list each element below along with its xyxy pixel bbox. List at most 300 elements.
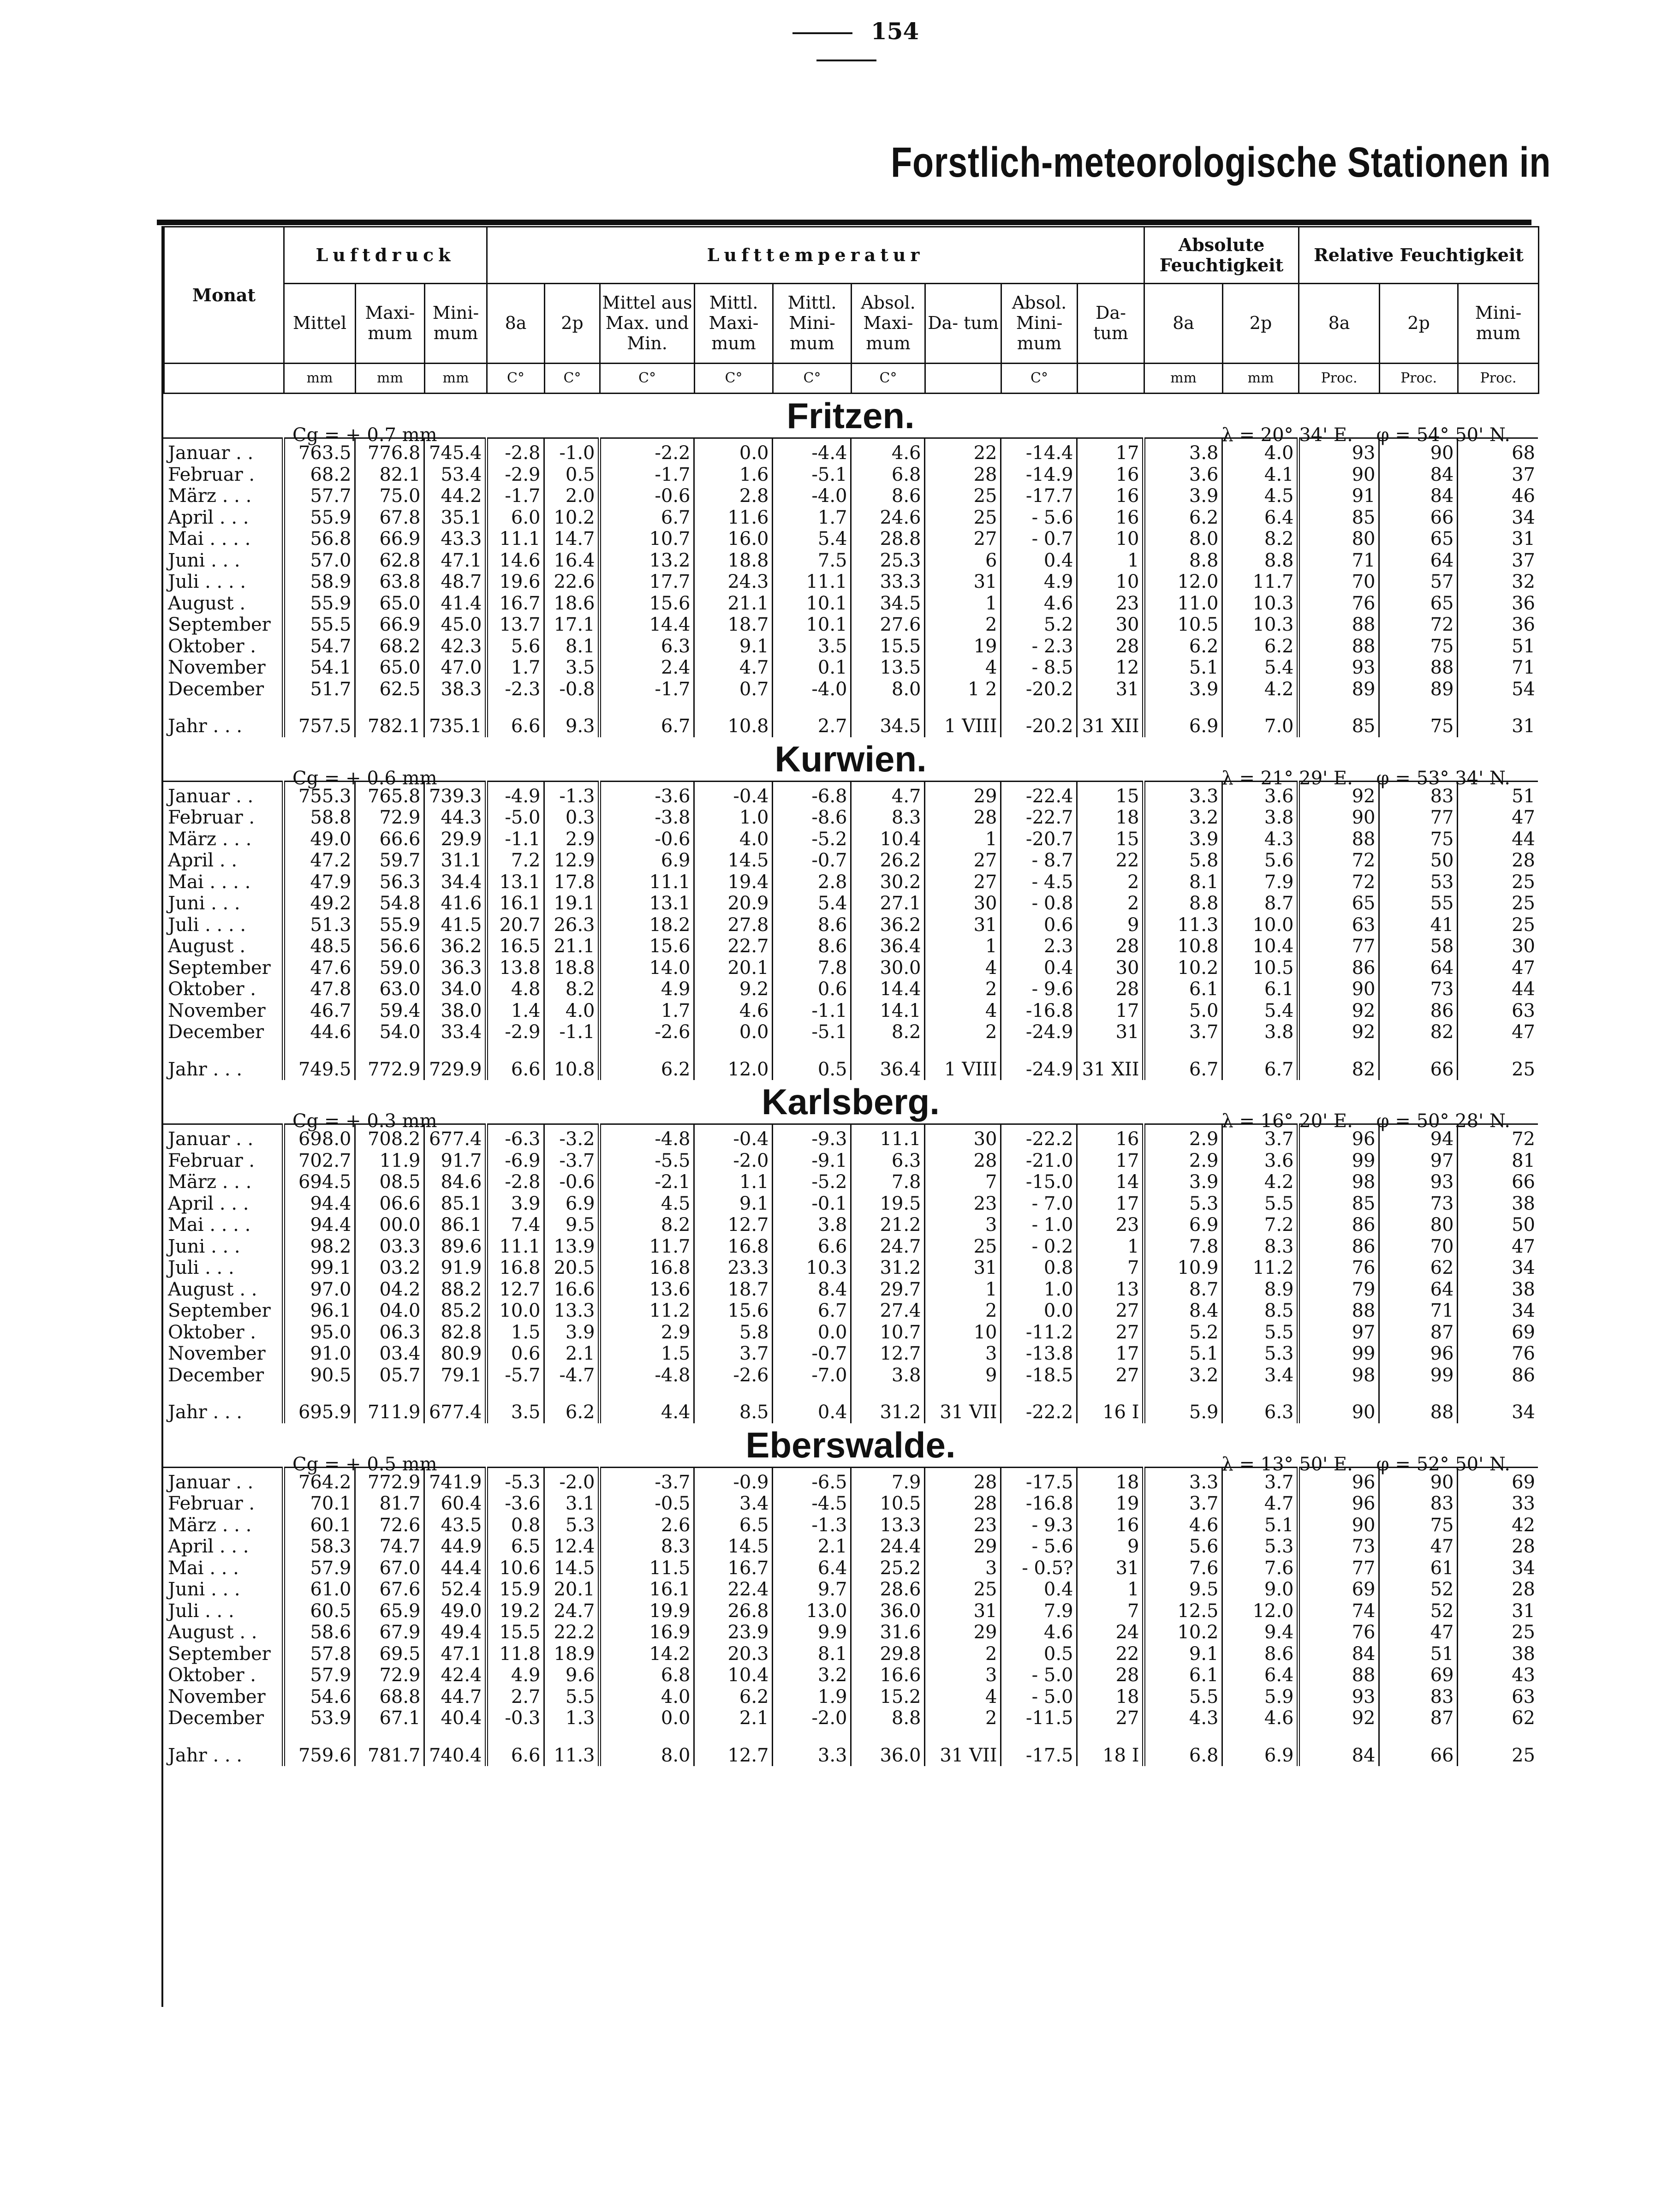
table-cell: 6.8: [851, 464, 924, 486]
table-cell: 87: [1379, 1707, 1457, 1729]
table-cell: 749.5: [283, 1043, 355, 1081]
table-cell: 10: [1077, 571, 1144, 593]
month-label: Jahr . . .: [168, 1402, 243, 1423]
table-cell: -2.9: [486, 464, 544, 486]
table-cell: 22.2: [544, 1622, 599, 1643]
table-cell: 20.1: [694, 957, 772, 979]
table-cell: 47.0: [424, 657, 486, 679]
table-cell: 7.9: [1001, 1600, 1077, 1622]
table-cell: 7.8: [1144, 1236, 1222, 1258]
table-cell: 10.4: [851, 829, 924, 850]
table-cell: 18.6: [544, 593, 599, 615]
table-cell: 54.7: [283, 636, 355, 657]
table-row: [163, 957, 1538, 979]
month-label: Januar . .: [168, 1128, 254, 1150]
table-cell: 67.9: [355, 1622, 424, 1643]
table-cell: -1.3: [772, 1515, 851, 1536]
table-cell: 6.7: [599, 700, 694, 737]
table-cell: 6.2: [1144, 507, 1222, 529]
month-label: Juli . . .: [168, 1600, 234, 1622]
table-cell: 16.8: [486, 1257, 544, 1279]
month-label: April . . .: [168, 507, 249, 528]
table-cell: -21.0: [1001, 1150, 1077, 1172]
table-cell: 0.8: [486, 1515, 544, 1536]
table-cell: 75: [1379, 1515, 1457, 1536]
table-cell: 83: [1379, 1686, 1457, 1708]
table-cell: -20.7: [1001, 829, 1077, 850]
table-cell: 6.9: [1144, 700, 1222, 737]
table-cell: 38: [1457, 1193, 1538, 1215]
month-label: November: [168, 1343, 266, 1364]
table-cell: 4: [924, 1000, 1001, 1022]
table-cell: 5.2: [1001, 614, 1077, 636]
month-label: December: [168, 678, 264, 700]
table-cell: 55.5: [283, 614, 355, 636]
table-cell: 31: [1457, 1600, 1538, 1622]
table-cell: 84: [1379, 485, 1457, 507]
table-cell: 6.7: [1222, 1043, 1298, 1081]
table-cell: 28: [924, 1493, 1001, 1515]
table-cell: 5.8: [694, 1322, 772, 1343]
table-cell: 18.7: [694, 614, 772, 636]
table-cell: 94.4: [283, 1193, 355, 1215]
column-header: 2p: [545, 284, 600, 364]
table-cell: 5.4: [772, 893, 851, 914]
table-cell: 7: [1077, 1257, 1144, 1279]
table-cell: 51: [1457, 636, 1538, 657]
table-cell: 26.3: [544, 914, 599, 936]
table-cell: 90: [1379, 438, 1457, 464]
table-cell: 15.5: [486, 1622, 544, 1643]
table-cell: -0.8: [544, 679, 599, 700]
table-cell: 50: [1379, 850, 1457, 872]
table-cell: 8.8: [1144, 550, 1222, 572]
station-coordinates: λ = 20° 34' E. φ = 54° 50' N.: [1221, 424, 1510, 446]
table-cell: 3.6: [1222, 1150, 1298, 1172]
table-cell: -5.2: [772, 829, 851, 850]
table-cell: 88: [1298, 636, 1379, 657]
table-cell: 59.4: [355, 1000, 424, 1022]
table-row: [163, 1150, 1538, 1172]
table-cell: 47: [1457, 957, 1538, 979]
table-cell: 2.9: [1144, 1124, 1222, 1150]
table-cell: 38.0: [424, 1000, 486, 1022]
unit-label: [925, 364, 1001, 394]
table-row: [163, 1000, 1538, 1022]
table-cell: 44.2: [424, 485, 486, 507]
column-header: Mini- mum: [1458, 284, 1539, 364]
table-cell: -2.3: [486, 679, 544, 700]
table-cell: - 5.6: [1001, 1536, 1077, 1558]
table-cell: 740.4: [424, 1729, 486, 1767]
table-row: [163, 1322, 1538, 1343]
table-cell: 36.4: [851, 1043, 924, 1081]
table-cell: 22.7: [694, 936, 772, 957]
table-cell: 15.6: [694, 1300, 772, 1322]
station-name: Karlsberg.: [762, 1081, 940, 1122]
station-block: [163, 394, 1538, 737]
table-cell: 04.2: [355, 1279, 424, 1301]
table-cell: 2.1: [694, 1707, 772, 1729]
table-cell: 23: [924, 1193, 1001, 1215]
table-cell: 1: [1077, 1579, 1144, 1600]
table-cell: 54.8: [355, 893, 424, 914]
station-name: Kurwien.: [774, 738, 927, 779]
table-cell: -2.6: [599, 1021, 694, 1043]
table-cell: 03.3: [355, 1236, 424, 1258]
table-row: [163, 914, 1538, 936]
month-label: Juli . . . .: [168, 571, 246, 592]
table-cell: 13.1: [486, 872, 544, 893]
table-cell: 3.8: [1222, 807, 1298, 829]
table-cell: 72: [1457, 1124, 1538, 1150]
month-label: April . . .: [168, 1193, 249, 1214]
table-cell: - 0.2: [1001, 1236, 1077, 1258]
table-cell: 28.6: [851, 1579, 924, 1600]
table-row: [163, 1343, 1538, 1365]
table-cell: 10.0: [486, 1300, 544, 1322]
column-header: Maxi- mum: [356, 284, 425, 364]
table-cell: - 5.6: [1001, 507, 1077, 529]
table-cell: 1.4: [486, 1000, 544, 1022]
month-label: August .: [168, 936, 246, 957]
table-cell: 5.3: [544, 1515, 599, 1536]
table-cell: - 8.7: [1001, 850, 1077, 872]
table-cell: 13.3: [544, 1300, 599, 1322]
table-cell: 25: [1457, 1622, 1538, 1643]
table-cell: 711.9: [355, 1386, 424, 1423]
table-cell: 66.9: [355, 528, 424, 550]
table-cell: 23: [1077, 1214, 1144, 1236]
table-cell: 64: [1379, 550, 1457, 572]
table-cell: 36.3: [424, 957, 486, 979]
table-cell: -1.1: [544, 1021, 599, 1043]
table-cell: 29.9: [424, 829, 486, 850]
table-cell: 04.0: [355, 1300, 424, 1322]
table-cell: 18.9: [544, 1643, 599, 1665]
table-cell: 27: [1077, 1707, 1144, 1729]
table-row: [163, 614, 1538, 636]
station-block: [163, 1423, 1538, 1767]
table-row: [163, 893, 1538, 914]
table-cell: 3.9: [1144, 485, 1222, 507]
table-cell: 5.1: [1222, 1515, 1298, 1536]
table-cell: -22.2: [1001, 1386, 1077, 1423]
table-cell: 65: [1379, 593, 1457, 615]
table-cell: 80.9: [424, 1343, 486, 1365]
table-cell: 62: [1379, 1257, 1457, 1279]
table-cell: 70: [1298, 571, 1379, 593]
table-cell: -2.8: [486, 438, 544, 464]
table-cell: 5.4: [1222, 657, 1298, 679]
table-cell: 3: [924, 1343, 1001, 1365]
table-cell: 1: [1077, 550, 1144, 572]
table-cell: 2.6: [599, 1515, 694, 1536]
table-cell: 34.0: [424, 979, 486, 1000]
table-cell: 22: [924, 438, 1001, 464]
table-cell: 58.3: [283, 1536, 355, 1558]
table-cell: -11.5: [1001, 1707, 1077, 1729]
table-cell: 11.0: [1144, 593, 1222, 615]
table-cell: 2.9: [544, 829, 599, 850]
table-cell: 15.2: [851, 1686, 924, 1708]
table-cell: 25.3: [851, 550, 924, 572]
table-cell: 10.2: [1144, 1622, 1222, 1643]
table-cell: 62.5: [355, 679, 424, 700]
table-cell: 83: [1379, 781, 1457, 807]
table-cell: 708.2: [355, 1124, 424, 1150]
table-cell: 24.3: [694, 571, 772, 593]
table-cell: 28: [1077, 936, 1144, 957]
table-cell: 16.4: [544, 550, 599, 572]
table-cell: 38: [1457, 1279, 1538, 1301]
table-row: [163, 528, 1538, 550]
table-cell: 20.5: [544, 1257, 599, 1279]
table-cell: 99: [1298, 1150, 1379, 1172]
table-cell: 68.2: [355, 636, 424, 657]
table-row: [163, 1558, 1538, 1579]
table-cell: 7.8: [772, 957, 851, 979]
table-cell: 1.5: [599, 1343, 694, 1365]
table-cell: 7: [1077, 1600, 1144, 1622]
column-header: 2p: [1380, 284, 1458, 364]
table-cell: 23: [1077, 593, 1144, 615]
table-cell: 14.7: [544, 528, 599, 550]
table-cell: 5.8: [1144, 850, 1222, 872]
month-label: Juni . . .: [168, 1236, 240, 1257]
table-cell: 96.1: [283, 1300, 355, 1322]
table-cell: - 0.7: [1001, 528, 1077, 550]
month-label: November: [168, 1000, 266, 1021]
table-cell: 1.7: [486, 657, 544, 679]
table-cell: 22.4: [694, 1579, 772, 1600]
table-cell: -3.7: [599, 1467, 694, 1493]
table-cell: 4.6: [1001, 1622, 1077, 1643]
table-cell: 19.9: [599, 1600, 694, 1622]
table-cell: 77: [1298, 1558, 1379, 1579]
table-cell: 37: [1457, 550, 1538, 572]
table-cell: 42.4: [424, 1665, 486, 1686]
table-cell: 29.8: [851, 1643, 924, 1665]
table-cell: 72: [1298, 872, 1379, 893]
table-cell: 6.3: [851, 1150, 924, 1172]
station-coordinates: λ = 21° 29' E. φ = 53° 34' N.: [1221, 767, 1510, 789]
table-cell: -13.8: [1001, 1343, 1077, 1365]
column-header: Mittel: [284, 284, 356, 364]
table-cell: 11.6: [694, 507, 772, 529]
table-cell: 764.2: [283, 1467, 355, 1493]
table-cell: 11.9: [355, 1150, 424, 1172]
table-cell: 16: [1077, 507, 1144, 529]
table-cell: -1.7: [486, 485, 544, 507]
table-row: [163, 1707, 1538, 1729]
table-cell: 7.9: [851, 1467, 924, 1493]
month-label: Oktober .: [168, 1665, 256, 1686]
table-cell: 60.4: [424, 1493, 486, 1515]
table-cell: 10.8: [694, 700, 772, 737]
table-cell: 6.3: [1222, 1386, 1298, 1423]
table-cell: -5.1: [772, 1021, 851, 1043]
year-row: [163, 700, 1538, 737]
table-cell: 12.4: [544, 1536, 599, 1558]
table-cell: 6.7: [1144, 1043, 1222, 1081]
table-cell: 21.1: [694, 593, 772, 615]
table-cell: 28: [924, 1467, 1001, 1493]
table-row: [163, 1193, 1538, 1215]
table-cell: 6.1: [1222, 979, 1298, 1000]
table-cell: 86: [1298, 1214, 1379, 1236]
table-cell: 729.9: [424, 1043, 486, 1081]
table-cell: 14: [1077, 1171, 1144, 1193]
table-cell: 1: [924, 1279, 1001, 1301]
table-row: [163, 1236, 1538, 1258]
table-cell: 27: [924, 528, 1001, 550]
table-cell: 26.2: [851, 850, 924, 872]
table-cell: 10.3: [1222, 614, 1298, 636]
table-cell: 31: [1077, 1021, 1144, 1043]
table-cell: 7.2: [1222, 1214, 1298, 1236]
table-cell: 84: [1379, 464, 1457, 486]
table-cell: 16: [1077, 464, 1144, 486]
table-cell: 6.9: [1222, 1729, 1298, 1767]
table-cell: 3.8: [1222, 1021, 1298, 1043]
table-cell: 6.7: [599, 507, 694, 529]
table-cell: 5.3: [1222, 1536, 1298, 1558]
table-cell: 1.0: [694, 807, 772, 829]
table-cell: 46.7: [283, 1000, 355, 1022]
table-cell: 31: [924, 1257, 1001, 1279]
table-cell: 53: [1379, 872, 1457, 893]
table-cell: 25: [924, 1579, 1001, 1600]
table-cell: 41.5: [424, 914, 486, 936]
table-cell: 9.1: [1144, 1643, 1222, 1665]
table-cell: 3.6: [1222, 781, 1298, 807]
table-cell: 3.2: [772, 1665, 851, 1686]
table-cell: 9: [1077, 1536, 1144, 1558]
table-cell: 29: [924, 1536, 1001, 1558]
table-cell: 8.0: [599, 1729, 694, 1767]
table-cell: 72.9: [355, 807, 424, 829]
table-cell: 88: [1379, 657, 1457, 679]
table-cell: 781.7: [355, 1729, 424, 1767]
table-cell: 12.5: [1144, 1600, 1222, 1622]
table-cell: 12.7: [486, 1279, 544, 1301]
table-cell: 11.1: [486, 528, 544, 550]
table-cell: 16.0: [694, 528, 772, 550]
table-cell: -4.0: [772, 679, 851, 700]
table-cell: 90: [1298, 1515, 1379, 1536]
table-cell: 2: [924, 1021, 1001, 1043]
table-cell: 772.9: [355, 1043, 424, 1081]
table-cell: 8.1: [772, 1643, 851, 1665]
table-cell: 10: [924, 1322, 1001, 1343]
main-table-area: [161, 226, 1538, 2007]
table-row: [163, 1493, 1538, 1515]
table-cell: 8.0: [851, 679, 924, 700]
table-cell: 88: [1379, 1386, 1457, 1423]
table-cell: 31 VII: [924, 1386, 1001, 1423]
table-cell: -2.9: [486, 1021, 544, 1043]
table-cell: -16.8: [1001, 1000, 1077, 1022]
table-cell: 4.0: [544, 1000, 599, 1022]
table-cell: -0.7: [772, 850, 851, 872]
table-cell: 19.4: [694, 872, 772, 893]
table-cell: -0.5: [599, 1493, 694, 1515]
table-cell: 28: [1077, 1665, 1144, 1686]
table-cell: 3.9: [544, 1322, 599, 1343]
table-cell: -14.9: [1001, 464, 1077, 486]
table-cell: 48.5: [283, 936, 355, 957]
table-cell: 17.7: [599, 571, 694, 593]
table-cell: 17: [1077, 1343, 1144, 1365]
table-cell: - 2.3: [1001, 636, 1077, 657]
table-cell: 44.9: [424, 1536, 486, 1558]
table-cell: 5.1: [1144, 657, 1222, 679]
table-cell: -0.6: [599, 485, 694, 507]
table-cell: 65: [1379, 528, 1457, 550]
table-cell: -5.2: [772, 1171, 851, 1193]
table-cell: 7.0: [1222, 700, 1298, 737]
table-cell: 99: [1298, 1343, 1379, 1365]
table-cell: 68.8: [355, 1686, 424, 1708]
table-cell: 86: [1379, 1000, 1457, 1022]
table-cell: 30: [924, 1124, 1001, 1150]
table-cell: 57.9: [283, 1665, 355, 1686]
table-cell: 75: [1379, 829, 1457, 850]
table-cell: 86: [1457, 1365, 1538, 1386]
table-cell: 27: [1077, 1300, 1144, 1322]
table-cell: 73: [1298, 1536, 1379, 1558]
month-label: Februar .: [168, 807, 255, 828]
table-cell: 71: [1457, 657, 1538, 679]
table-cell: 5.6: [1222, 850, 1298, 872]
table-cell: - 0.8: [1001, 893, 1077, 914]
table-cell: 10.7: [851, 1322, 924, 1343]
table-cell: 19.5: [851, 1193, 924, 1215]
table-cell: 69: [1457, 1467, 1538, 1493]
table-cell: 8.5: [694, 1386, 772, 1423]
table-cell: 28.8: [851, 528, 924, 550]
table-cell: 4.9: [1001, 571, 1077, 593]
table-cell: 81: [1457, 1150, 1538, 1172]
table-cell: 30: [924, 893, 1001, 914]
table-cell: 5.5: [1222, 1193, 1298, 1215]
table-cell: 2.7: [486, 1686, 544, 1708]
table-cell: 31: [1457, 528, 1538, 550]
table-cell: -0.9: [694, 1467, 772, 1493]
table-cell: 85: [1298, 507, 1379, 529]
station-gravity-correction: Cg = + 0.6 mm: [292, 767, 437, 789]
table-row: [163, 1021, 1538, 1043]
table-cell: 93: [1298, 438, 1379, 464]
unit-label: C°: [852, 364, 925, 394]
table-cell: 74.7: [355, 1536, 424, 1558]
month-label: November: [168, 1686, 266, 1707]
table-cell: 13.5: [851, 657, 924, 679]
table-cell: 27.6: [851, 614, 924, 636]
table-cell: 759.6: [283, 1729, 355, 1767]
table-cell: 5.4: [772, 528, 851, 550]
table-cell: 41.4: [424, 593, 486, 615]
table-cell: 6.9: [544, 1193, 599, 1215]
table-cell: 27.8: [694, 914, 772, 936]
table-cell: 5.6: [1144, 1536, 1222, 1558]
table-cell: 10.3: [1222, 593, 1298, 615]
table-cell: 4.6: [694, 1000, 772, 1022]
table-cell: 0.5: [1001, 1643, 1077, 1665]
table-cell: -15.0: [1001, 1171, 1077, 1193]
table-cell: 741.9: [424, 1467, 486, 1493]
